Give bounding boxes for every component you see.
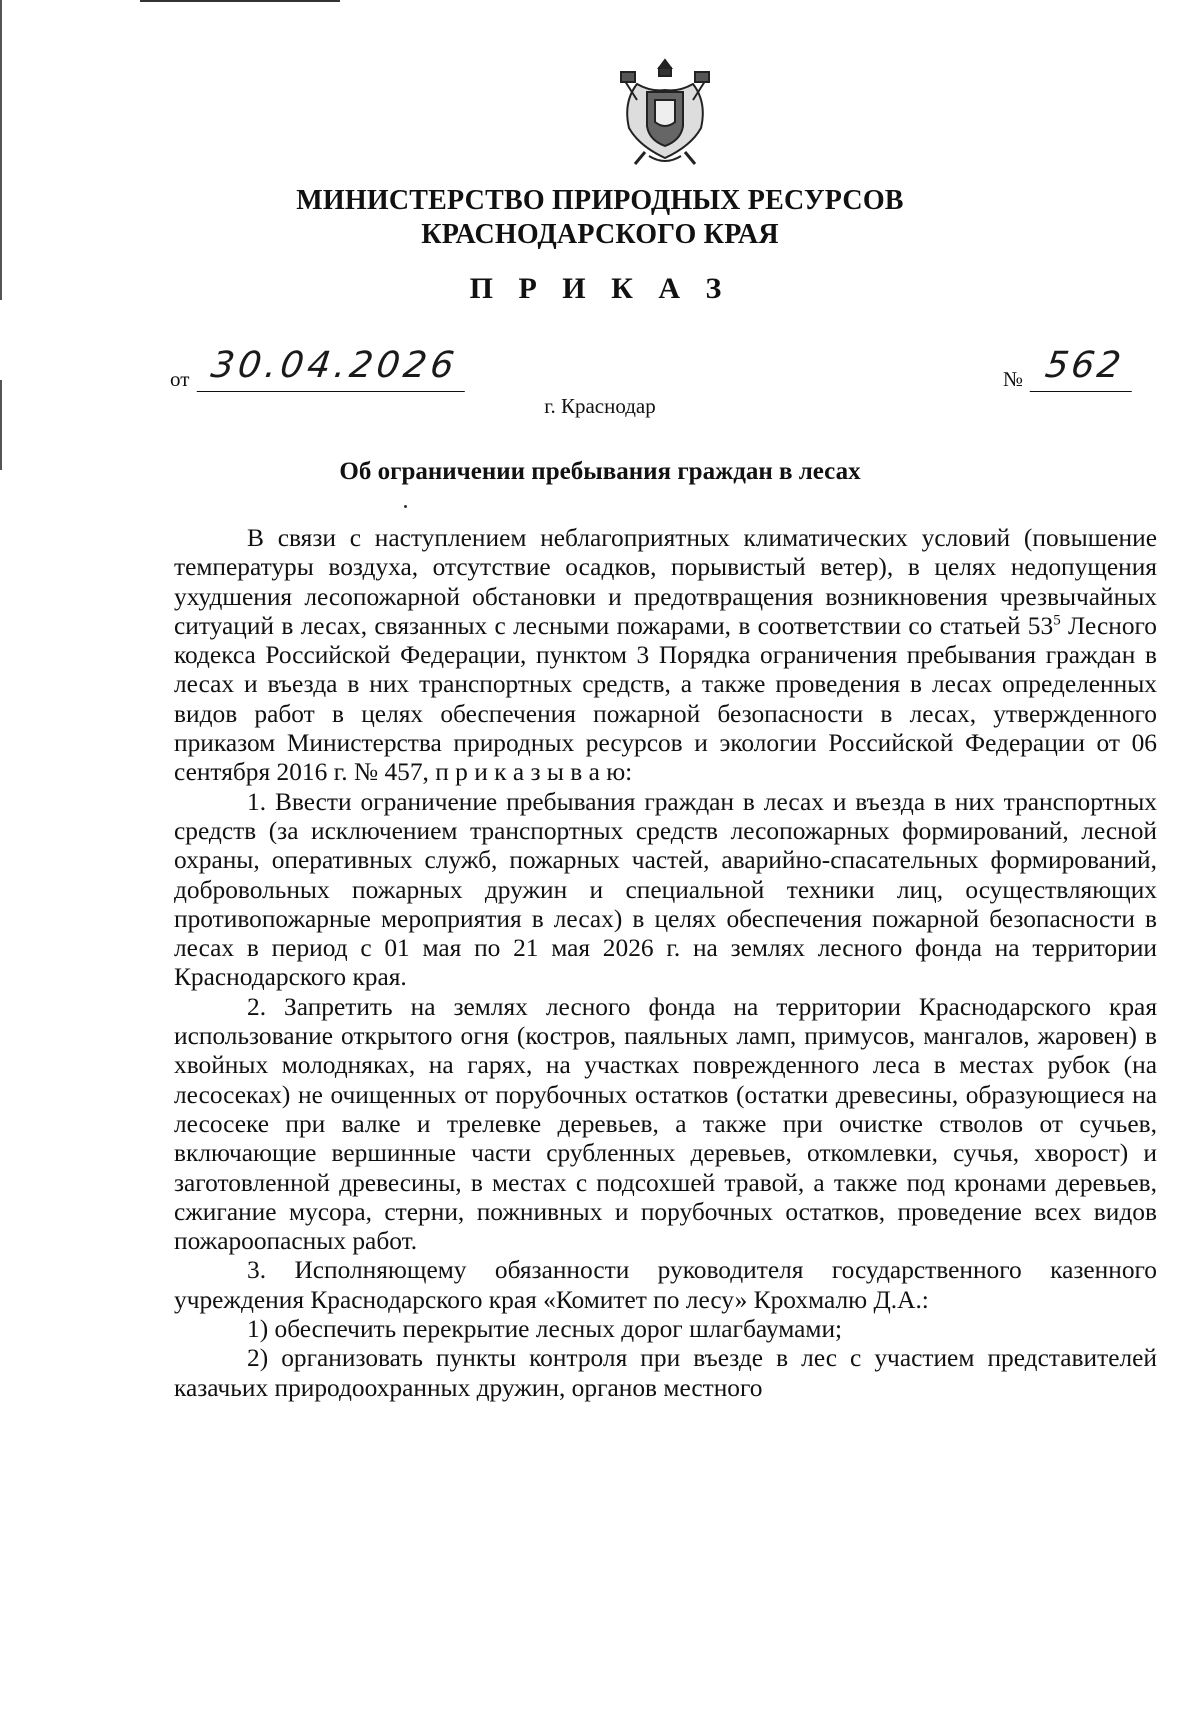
- number-label: №: [1003, 367, 1024, 391]
- ministry-name-line2: КРАСНОДАРСКОГО КРАЯ: [421, 219, 779, 250]
- order-item-2: 2. Запретить на землях лесного фонда на территории Краснодарского края использование открытого огня (костров, паяльных ламп, примусов, мангалов, жаровен) в хвойных молодняках, на гарях, на участках поврежденного леса в местах рубок (на лесосеках) не очищенных от порубочных остатков (остатки древесины, образующиеся на лесосеке при валке и трелевке деревьев, а также при очистке стволов от сучьев, включающие вершинные части срубленных деревьев, откомлевки, сучья, хворост) и заготовленной древесины, в местах с подсохшей травой, а также под кронами деревьев, сжигание мусора, стерни, пожнивных и порубочных остатков, проведение всех видов пожароопасных работ.: [174, 992, 1157, 1256]
- preamble-text-part2: Лесного кодекса Российской Федерации, пунктом 3 Порядка ограничения пребывания граждан в лесах и въезда в них транспортных средств, а также проведения в лесах определенных видов работ в целях обеспечения пожарной безопасности в лесах, утвержденного приказом Министерства природных ресурсов и экологии Российской Федерации от 06 сентября 2016 г. № 457, п р и к а з ы в а ю:: [174, 611, 1157, 787]
- date-label: от: [170, 367, 190, 391]
- article-superscript: 5: [1053, 612, 1061, 629]
- order-item-3: 3. Исполняющему обязанности руководителя государственного казенного учреждения Краснодарского края «Комитет по лесу» Крохмалю Д.А.:: [174, 1256, 1157, 1314]
- preamble-text-part1: В связи с наступлением неблагоприятных климатических условий (повышение температуры воздуха, отсутствие осадков, порывистый ветер), в целях недопущения ухудшения лесопожарной обстановки и предотвращения возникновения чрезвычайных ситуаций в лесах, связанных с лесными пожарами, в соответствии со статьей 53: [174, 524, 1157, 640]
- ministry-name-line1: МИНИСТЕРСТВО ПРИРОДНЫХ РЕСУРСОВ: [296, 185, 904, 216]
- preamble-paragraph: [174, 524, 1157, 788]
- date-handwritten: 30.04.2026: [197, 345, 472, 392]
- coat-of-arms-emblem: [617, 56, 713, 168]
- scan-dot: [404, 505, 407, 508]
- city: г. Краснодар: [544, 394, 656, 418]
- scan-edge-top: [0, 0, 2, 300]
- order-subject: Об ограничении пребывания граждан в лесах: [339, 458, 861, 485]
- order-subitem-1: 1) обеспечить перекрытие лесных дорог шлагбаумами;: [247, 1315, 843, 1344]
- number-handwritten: 562: [1030, 345, 1139, 392]
- document-type: П Р И К А З: [469, 272, 731, 305]
- top-rule: [140, 0, 340, 2]
- order-item-1: 1. Ввести ограничение пребывания граждан в лесах и въезда в них транспортных средств (за исключением транспортных средств лесопожарных формирований, лесной охраны, оперативных служб, пожарных частей, аварийно-спасательных формирований, добровольных пожарных дружин и специальной техники лиц, осуществляющих противопожарные мероприятия в лесах) в целях обеспечения пожарной безопасности в лесах в период с 01 мая по 21 мая 2026 г. на землях лесного фонда на территории Краснодарского края.: [174, 787, 1157, 992]
- order-subitem-2: 2) организовать пункты контроля при въезде в лес с участием представителей казачьих природоохранных дружин, органов местного: [174, 1344, 1157, 1402]
- order-body: [174, 524, 1157, 1403]
